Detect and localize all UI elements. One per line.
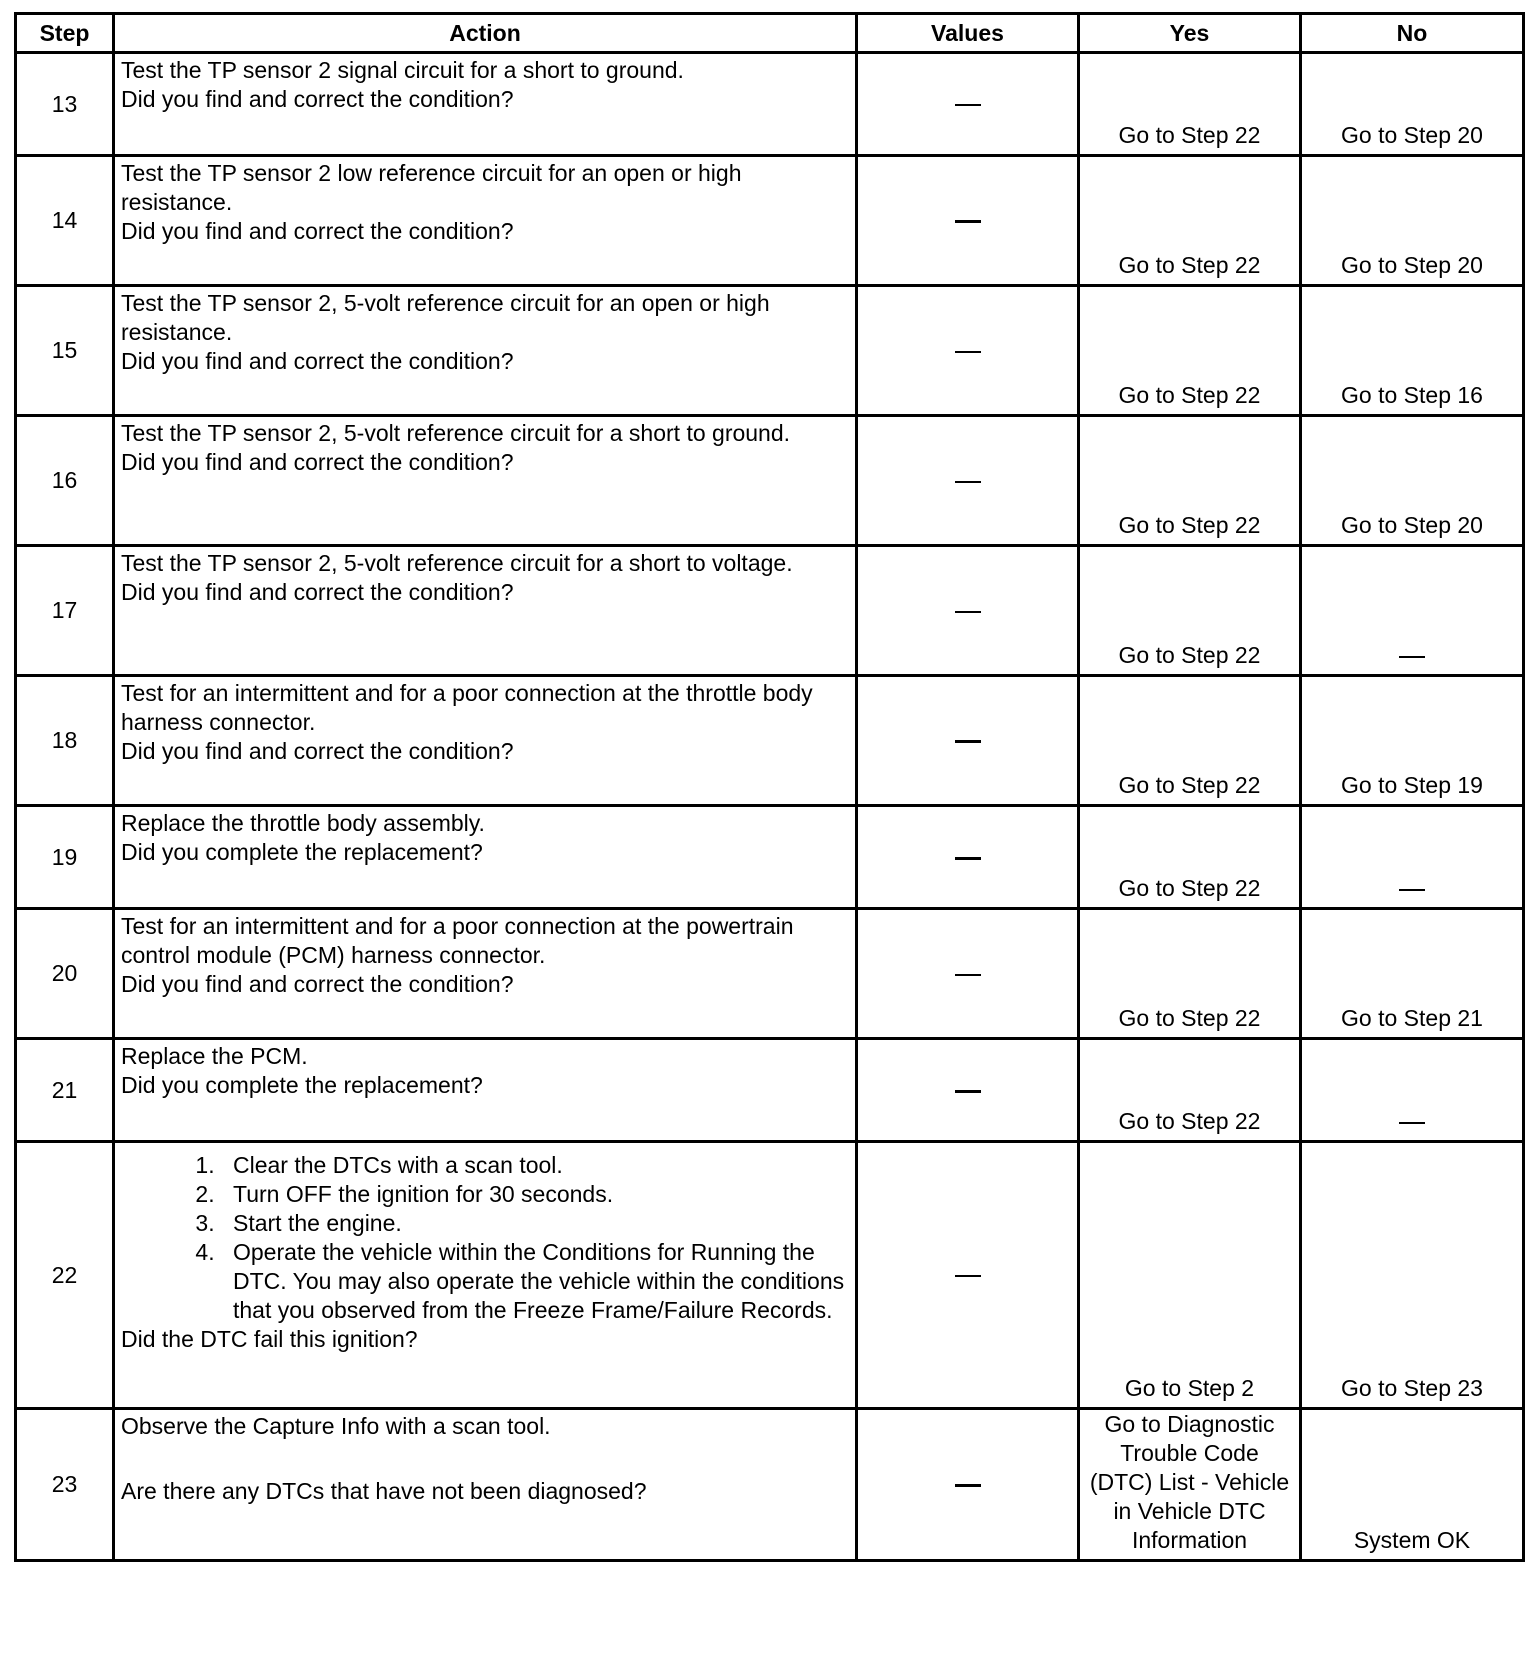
table-row [16,156,1524,286]
values-cell [857,909,1079,1039]
values-cell [857,676,1079,806]
values-dash [955,974,981,976]
action-cell [114,1039,857,1142]
list-item: 3. Start the engine. [221,1209,849,1238]
action-cell [114,676,857,806]
table-row [16,1142,1524,1409]
values-cell [857,1039,1079,1142]
diagnostic-table [14,12,1525,1562]
no-cell [1301,1039,1524,1142]
no-cell: Go to Step 20 [1301,53,1524,156]
list-item: 4. Operate the vehicle within the Conditions for Running the DTC. You may also operate the vehicle within the conditions that you observed from the Freeze Frame/Failure Records. [221,1238,849,1325]
no-cell [1301,806,1524,909]
step-number: 18 [16,676,114,806]
action-text: Test the TP sensor 2, 5-volt reference circuit for an open or high resistance. [121,290,770,345]
table-row [16,676,1524,806]
values-dash [955,1275,981,1277]
action-question: Did the DTC fail this ignition? [121,1326,418,1352]
header-yes: Yes [1079,14,1301,53]
values-dash [955,1484,981,1487]
action-cell [114,806,857,909]
step-number: 22 [16,1142,114,1409]
action-question: Did you find and correct the condition? [121,218,514,244]
action-text: Test the TP sensor 2 signal circuit for a short to ground. [121,57,684,83]
yes-cell: Go to Step 22 [1079,676,1301,806]
table-row [16,806,1524,909]
header-step: Step [16,14,114,53]
header-no: No [1301,14,1524,53]
yes-cell: Go to Step 22 [1079,156,1301,286]
values-cell [857,546,1079,676]
action-text: Test for an intermittent and for a poor connection at the powertrain control module (PCM) harness connector. [121,913,794,968]
step-number: 13 [16,53,114,156]
values-dash [955,857,981,860]
values-cell [857,1142,1079,1409]
no-cell: Go to Step 23 [1301,1142,1524,1409]
values-dash [955,740,981,743]
action-question: Did you find and correct the condition? [121,86,514,112]
step-number: 20 [16,909,114,1039]
list-item: 2. Turn OFF the ignition for 30 seconds. [221,1180,849,1209]
no-cell: Go to Step 20 [1301,416,1524,546]
values-cell [857,416,1079,546]
action-cell [114,1142,857,1409]
step-number: 21 [16,1039,114,1142]
action-question: Did you find and correct the condition? [121,348,514,374]
table-row [16,416,1524,546]
table-row [16,53,1524,156]
action-text: Test for an intermittent and for a poor connection at the throttle body harness connector. [121,680,813,735]
no-cell: Go to Step 19 [1301,676,1524,806]
values-dash [955,220,981,223]
action-question: Did you find and correct the condition? [121,738,514,764]
no-cell: Go to Step 16 [1301,286,1524,416]
action-cell [114,156,857,286]
action-text: Test the TP sensor 2 low reference circuit for an open or high resistance. [121,160,742,215]
no-cell: Go to Step 20 [1301,156,1524,286]
values-dash [955,104,981,106]
values-cell [857,156,1079,286]
step-number: 23 [16,1409,114,1561]
yes-cell: Go to Step 22 [1079,1039,1301,1142]
values-cell [857,1409,1079,1561]
action-question: Did you find and correct the condition? [121,579,514,605]
step-number: 14 [16,156,114,286]
header-row [16,14,1524,53]
action-cell [114,909,857,1039]
no-dash [1399,889,1425,891]
action-question: Did you complete the replacement? [121,1072,483,1098]
yes-cell: Go to Step 22 [1079,53,1301,156]
table-row [16,1409,1524,1561]
yes-cell: Go to Step 22 [1079,416,1301,546]
header-action: Action [114,14,857,53]
action-question: Are there any DTCs that have not been diagnosed? [121,1478,647,1504]
step-number: 17 [16,546,114,676]
action-text: Test the TP sensor 2, 5-volt reference circuit for a short to ground. [121,420,791,446]
values-cell [857,53,1079,156]
table-row [16,1039,1524,1142]
action-text: Observe the Capture Info with a scan tool. [121,1413,551,1439]
yes-cell: Go to Step 2 [1079,1142,1301,1409]
action-question: Did you find and correct the condition? [121,449,514,475]
step-number: 19 [16,806,114,909]
action-text: Test the TP sensor 2, 5-volt reference circuit for a short to voltage. [121,550,793,576]
yes-cell: Go to Step 22 [1079,286,1301,416]
table-row [16,546,1524,676]
yes-cell: Go to Step 22 [1079,806,1301,909]
yes-cell: Go to Diagnostic Trouble Code (DTC) List - Vehicle in Vehicle DTC Information [1079,1409,1301,1561]
no-dash [1399,1122,1425,1124]
values-dash [955,611,981,613]
action-text: Replace the PCM. [121,1043,308,1069]
values-cell [857,806,1079,909]
step-number: 16 [16,416,114,546]
no-cell [1301,546,1524,676]
action-cell [114,546,857,676]
action-text: Replace the throttle body assembly. [121,810,485,836]
action-step-list [121,1151,849,1325]
action-cell [114,286,857,416]
yes-cell: Go to Step 22 [1079,909,1301,1039]
list-item: 1. Clear the DTCs with a scan tool. [221,1151,849,1180]
no-dash [1399,656,1425,658]
action-cell [114,1409,857,1561]
header-values: Values [857,14,1079,53]
values-dash [955,481,981,483]
table-row [16,909,1524,1039]
values-dash [955,1090,981,1093]
values-dash [955,351,981,353]
table-row [16,286,1524,416]
no-cell: Go to Step 21 [1301,909,1524,1039]
no-cell: System OK [1301,1409,1524,1561]
step-number: 15 [16,286,114,416]
action-cell [114,416,857,546]
action-question: Did you complete the replacement? [121,839,483,865]
yes-cell: Go to Step 22 [1079,546,1301,676]
action-question: Did you find and correct the condition? [121,971,514,997]
values-cell [857,286,1079,416]
action-cell [114,53,857,156]
